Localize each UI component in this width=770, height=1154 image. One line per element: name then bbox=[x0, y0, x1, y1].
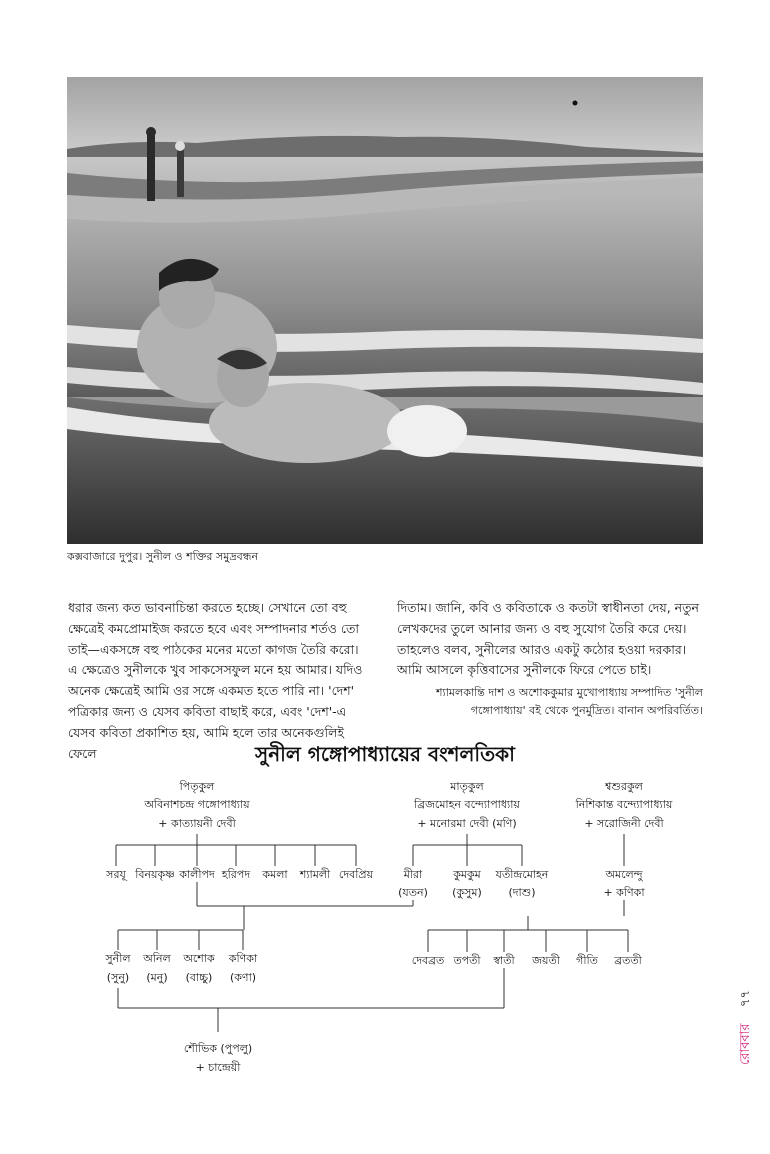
magazine-name: রোববার bbox=[738, 1023, 753, 1065]
paternal-child: কমলা bbox=[262, 868, 288, 881]
maternal-child: যতীন্দ্রমোহন bbox=[495, 868, 549, 881]
maternal-child: কুমকুম bbox=[453, 868, 481, 881]
paternal-child: হরিপদ bbox=[221, 868, 251, 881]
inlaw-heading: শ্বশুরকুল bbox=[605, 780, 643, 793]
paternal-child: বিনয়কৃষ্ণ bbox=[135, 868, 175, 881]
paternal-spouse: + কাত্যায়নী দেবী bbox=[158, 817, 236, 830]
article-line: পত্রিকার জন্য ও যেসব কবিতা বাছাই করে, এবং 'দেশ'-এ bbox=[68, 703, 347, 719]
paternal-child: সরযূ bbox=[106, 868, 126, 881]
inlaw-son: অমলেন্দু bbox=[605, 868, 643, 881]
article-line: অনেক ক্ষেত্রেই আমি ওর সঙ্গে একমত হতে পারি না। 'দেশ' bbox=[68, 683, 355, 699]
tree-connectors bbox=[116, 834, 628, 1032]
article-line: লেখকদের তুলে আনার জন্য ও বহু সুযোগ তৈরি করে দেয়। bbox=[397, 620, 687, 636]
sibling-nickname: (মনু) bbox=[146, 971, 168, 984]
maternal-child-nickname: (যতন) bbox=[398, 886, 428, 899]
inlaw-son-spouse: + কণিকা bbox=[603, 886, 645, 899]
inlaw-grandchild: জয়তী bbox=[532, 954, 560, 967]
maternal-child-nickname: (কুসুম) bbox=[452, 886, 482, 899]
maternal-heading: মাতৃকুল bbox=[450, 780, 484, 793]
magazine-side-label bbox=[733, 985, 755, 1065]
inlaw-grandchild: দেবব্রত bbox=[411, 954, 445, 967]
maternal-child: মীরা bbox=[403, 868, 423, 881]
maternal-child-nickname: (দাশু) bbox=[508, 886, 536, 899]
credit-line: শ্যামলকান্তি দাশ ও অশোককুমার মুখোপাধ্যায় সম্পাদিত 'সুনীল bbox=[436, 686, 703, 699]
inlaw-grandchild: গীতি bbox=[576, 954, 598, 967]
sibling-name: সুনীল bbox=[105, 952, 131, 965]
inlaw-grandchild: ব্রততী bbox=[614, 954, 642, 967]
article-line: এ ক্ষেত্রেও সুনীলকে খুব সাকসেসফুল মনে হয় আমার। যদিও bbox=[68, 662, 363, 678]
sibling-nickname: (সুনু) bbox=[106, 971, 130, 984]
inlaw-spouse: + সরোজিনী দেবী bbox=[584, 817, 664, 830]
sibling-name: কণিকা bbox=[228, 952, 258, 965]
paternal-heading: পিতৃকুল bbox=[179, 780, 215, 793]
inlaw-grandchild: তপতী bbox=[453, 954, 481, 967]
sibling-name: অশোক bbox=[183, 952, 215, 965]
photo-caption: কক্সবাজারে দুপুর। সুনীল ও শক্তির সমুদ্রবন্ধন bbox=[67, 550, 259, 563]
maternal-spouse: + মনোরমা দেবী (মণি) bbox=[417, 817, 517, 830]
maternal-ancestor: ব্রিজমোহন বন্দ্যোপাধ্যায় bbox=[414, 798, 520, 811]
credit-line: গঙ্গোপাধ্যায়' বই থেকে পুনর্মুদ্রিত। বানান অপরিবর্তিত। bbox=[470, 704, 703, 717]
sibling-nickname: (বাচ্চু) bbox=[185, 971, 213, 984]
page-number: ৭৭ bbox=[738, 990, 753, 1007]
article-line: ক্ষেত্রেই কমপ্রোমাইজ করতে হবে এবং সম্পাদনার শর্তও তো bbox=[68, 620, 359, 636]
sibling-nickname: (কণা) bbox=[229, 971, 257, 984]
article-line: আমি আসলে কৃত্তিবাসের সুনীলকে ফিরে পেতে চাই। bbox=[397, 662, 652, 678]
paternal-child: দেবপ্রিয় bbox=[338, 868, 374, 881]
child-name: শৌভিক (পুপলু) bbox=[183, 1042, 253, 1055]
inlaw-grandchild: স্বাতী bbox=[493, 954, 515, 967]
article-line: তাহলেও বলব, সুনীলের আরও একটু কঠোর হওয়া দরকার। bbox=[397, 641, 687, 657]
tree-labels bbox=[104, 780, 672, 1074]
article-line: তাই—একসঙ্গে বহু পাঠকের মনের মতো কাগজ তৈরি করো। bbox=[68, 641, 359, 657]
child-spouse: + চান্দ্রেয়ী bbox=[195, 1061, 241, 1074]
paternal-child: কালীপদ bbox=[179, 868, 215, 881]
family-tree-title: সুনীল গঙ্গোপাধ্যায়ের বংশলতিকা bbox=[255, 742, 515, 766]
paternal-child: শ্যামলী bbox=[299, 868, 331, 881]
inlaw-ancestor: নিশিকান্ত বন্দ্যোপাধ্যায় bbox=[575, 798, 673, 811]
article-line: ধরার জন্য কত ভাবনাচিন্তা করতে হচ্ছে। সেখানে তো বহু bbox=[68, 600, 347, 615]
paternal-ancestor: অবিনাশচন্দ্র গঙ্গোপাধ্যায় bbox=[144, 798, 250, 811]
article-line: দিতাম। জানি, কবি ও কবিতাকে ও কতটা স্বাধীনতা দেয়, নতুন bbox=[397, 600, 699, 615]
sibling-name: অনিল bbox=[143, 952, 171, 965]
article-line: যেসব কবিতা প্রকাশিত হয়, আমি হলে তার অনেকগুলিই ফেলে bbox=[68, 724, 344, 761]
